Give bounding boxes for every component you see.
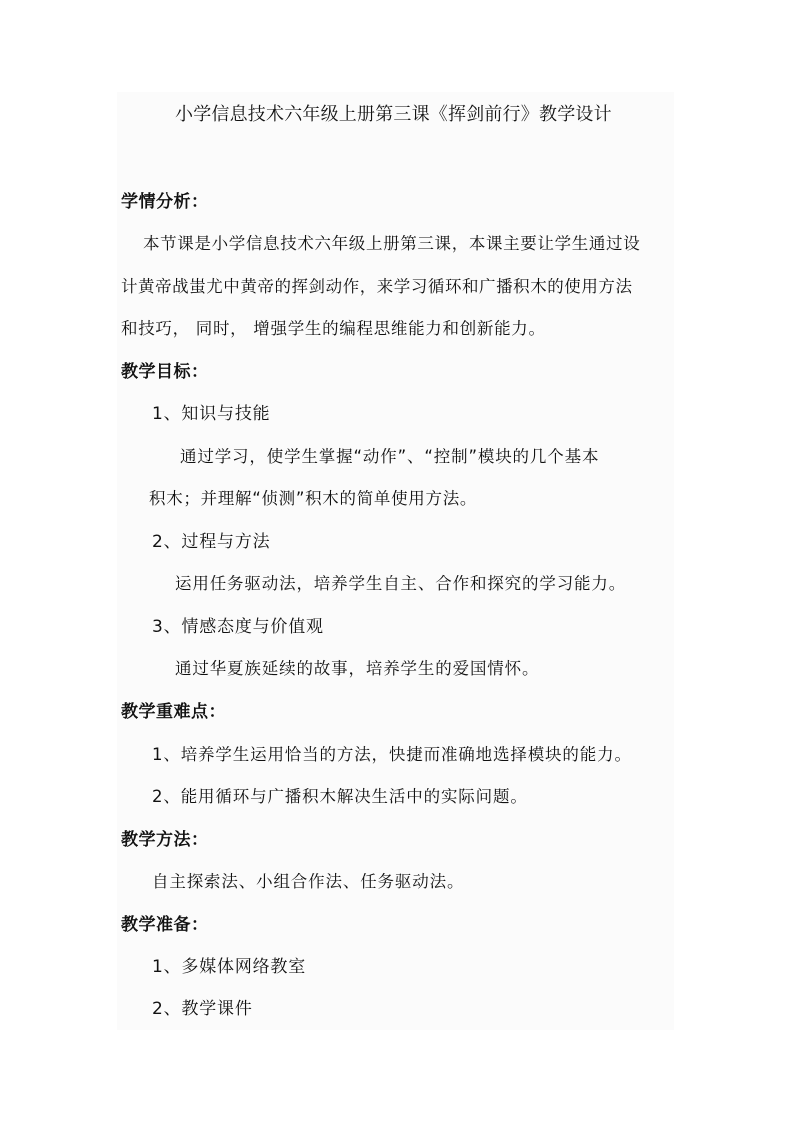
section-heading-objectives: 教学目标： (121, 362, 209, 382)
objective-label-knowledge-skills: 1、知识与技能 (152, 404, 271, 424)
objective-text-knowledge-skills-line-1: 通过学习，使学生掌握“动作”、“控制”模块的几个基本 (180, 447, 600, 466)
section-heading-preparation: 教学准备： (121, 915, 209, 935)
analysis-paragraph-line-3: 和技巧， 同时， 增强学生的编程思维能力和创新能力。 (121, 319, 546, 338)
objective-label-process-methods: 2、过程与方法 (152, 532, 271, 552)
document-title: 小学信息技术六年级上册第三课《挥剑前行》教学设计 (175, 104, 612, 125)
key-point-item-2: 2、能用循环与广播积木解决生活中的实际问题。 (152, 787, 528, 806)
key-point-item-1: 1、培养学生运用恰当的方法，快捷而准确地选择模块的能力。 (152, 745, 632, 764)
preparation-item-2: 2、教学课件 (152, 999, 253, 1019)
objective-text-emotion-values: 通过华夏族延续的故事，培养学生的爱国情怀。 (175, 659, 540, 678)
section-heading-methods: 教学方法： (121, 830, 209, 850)
section-heading-analysis: 学情分析： (121, 192, 209, 212)
objective-text-knowledge-skills-line-2: 积木；并理解“侦测”积木的简单使用方法。 (149, 489, 478, 508)
analysis-paragraph-line-1: 本节课是小学信息技术六年级上册第三课，本课主要让学生通过设 (143, 234, 641, 253)
objective-text-process-methods: 运用任务驱动法，培养学生自主、合作和探究的学习能力。 (175, 574, 627, 593)
preparation-item-1: 1、多媒体网络教室 (152, 957, 307, 977)
methods-text: 自主探索法、小组合作法、任务驱动法。 (152, 872, 465, 891)
section-heading-key-points: 教学重难点： (121, 702, 226, 722)
analysis-paragraph-line-2: 计黄帝战蚩尤中黄帝的挥剑动作，来学习循环和广播积木的使用方法 (121, 277, 633, 296)
objective-label-emotion-values: 3、情感态度与价值观 (152, 617, 324, 637)
